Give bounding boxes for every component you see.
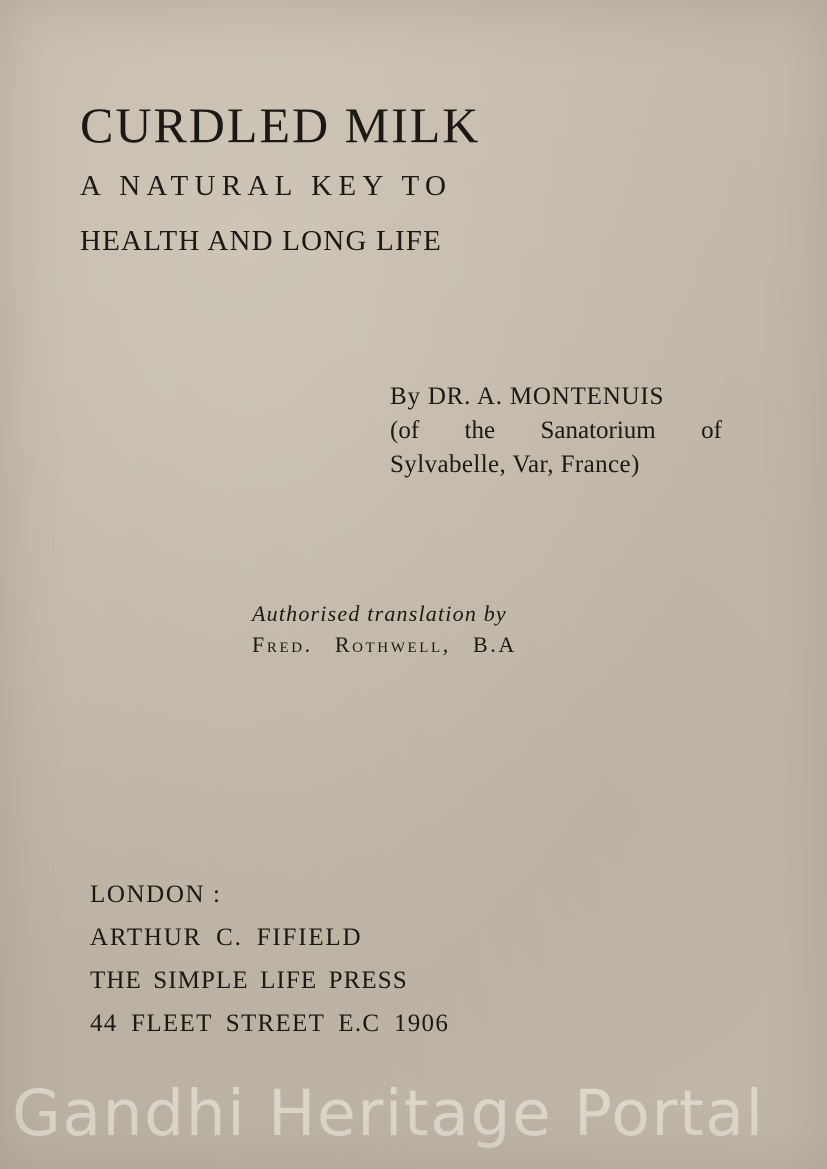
publisher-press: THE SIMPLE LIFE PRESS xyxy=(90,967,408,994)
publisher-name: ARTHUR C. FIFIELD xyxy=(90,924,363,951)
translation-label: Authorised translation by xyxy=(252,601,507,626)
affiliation-word: Sanatorium xyxy=(540,417,656,444)
book-title: CURDLED MILK xyxy=(80,97,481,153)
author-affiliation-line-1 xyxy=(390,414,722,448)
publisher-city: LONDON : xyxy=(90,881,222,908)
affiliation-word: of xyxy=(701,417,722,444)
translation-credit xyxy=(252,600,517,659)
watermark-text: Gandhi Heritage Portal xyxy=(12,1077,765,1150)
book-subtitle-line-2: HEALTH AND LONG LIFE xyxy=(80,225,443,257)
publisher-address-year: 44 FLEET STREET E.C 1906 xyxy=(90,1010,450,1037)
author-byline: By DR. A. MONTENUIS xyxy=(390,383,665,410)
affiliation-word: the xyxy=(464,417,496,444)
book-subtitle-line-1: A NATURAL KEY TO xyxy=(80,170,453,202)
publisher-imprint xyxy=(90,873,449,1045)
author-affiliation-line-2: Sylvabelle, Var, France) xyxy=(390,451,640,478)
translator-name: Fred. Rothwell, B.A xyxy=(252,631,517,657)
affiliation-word: (of xyxy=(390,417,420,444)
author-block xyxy=(390,380,725,482)
